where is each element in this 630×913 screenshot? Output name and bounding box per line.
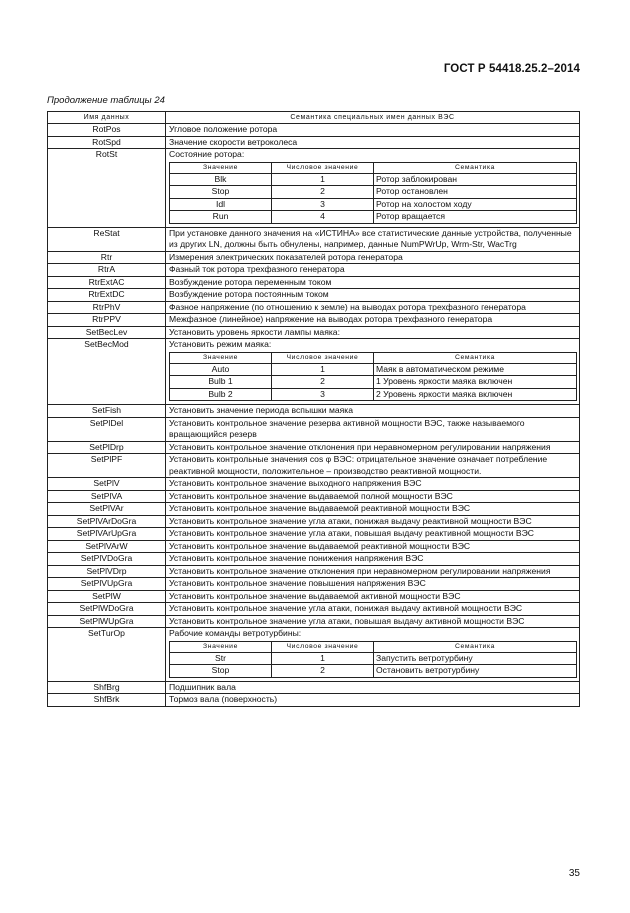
- data-name-cell: RotSpd: [48, 136, 166, 149]
- table-row: [48, 149, 580, 228]
- semantics-text: Состояние ротора:: [169, 149, 245, 159]
- subtable-numeric: 1: [272, 652, 374, 665]
- table-row: [48, 603, 580, 616]
- data-name-cell: SetPlVA: [48, 490, 166, 503]
- data-name-cell: RotSt: [48, 149, 166, 228]
- subtable-header-row: [170, 162, 577, 173]
- table-row: [48, 289, 580, 302]
- subtable-value: Stop: [170, 186, 272, 199]
- table-row: [48, 553, 580, 566]
- semantics-cell: Измерения электрических показателей ротора генератора: [166, 251, 580, 264]
- semantics-cell: Установить контрольное значение выдаваемой реактивной мощности ВЭС: [166, 540, 580, 553]
- subtable-numeric: 2: [272, 376, 374, 389]
- subtable-row: [170, 198, 577, 211]
- table-row: [48, 314, 580, 327]
- data-name-cell: SetBecLev: [48, 326, 166, 339]
- semantics-cell: Значение скорости ветроколеса: [166, 136, 580, 149]
- subtable-semantics: Ротор вращается: [374, 211, 577, 224]
- subtable-numeric: 2: [272, 186, 374, 199]
- semantics-cell: Установить контрольное значение резерва активной мощности ВЭС, также называемого вращающийся резерв: [166, 417, 580, 441]
- table-row: [48, 227, 580, 251]
- data-name-cell: SetPlVDoGra: [48, 553, 166, 566]
- table-row: [48, 528, 580, 541]
- subtable-semantics: 2 Уровень яркости маяка включен: [374, 388, 577, 401]
- subtable-header-semantics: Семантика: [374, 162, 577, 173]
- subtable-row: [170, 665, 577, 678]
- data-name-cell: ShfBrk: [48, 694, 166, 707]
- table-row: [48, 681, 580, 694]
- semantics-cell: Установить значение периода вспышки маяка: [166, 405, 580, 418]
- table-row: [48, 326, 580, 339]
- semantics-cell: Установить контрольное значение отклонения при неравномерном регулировании напряжения: [166, 441, 580, 454]
- subtable-value: Run: [170, 211, 272, 224]
- semantics-cell: Возбуждение ротора переменным током: [166, 276, 580, 289]
- semantics-cell: Межфазное (линейное) напряжение на выводах ротора трехфазного генератора: [166, 314, 580, 327]
- semantics-cell: Фазный ток ротора трехфазного генератора: [166, 264, 580, 277]
- data-name-cell: SetFish: [48, 405, 166, 418]
- data-names-table: [47, 111, 580, 707]
- semantics-cell: Угловое положение ротора: [166, 124, 580, 137]
- semantics-cell: Фазное напряжение (по отношению к земле) на выводах ротора трехфазного генератора: [166, 301, 580, 314]
- subtable-header-value: Значение: [170, 641, 272, 652]
- subtable-header-numeric: Числовое значение: [272, 352, 374, 363]
- subtable-semantics: Ротор остановлен: [374, 186, 577, 199]
- semantics-cell: Тормоз вала (поверхность): [166, 694, 580, 707]
- subtable-row: [170, 388, 577, 401]
- semantics-cell: Установить контрольное значение выдаваемой реактивной мощности ВЭС: [166, 503, 580, 516]
- semantics-cell: [166, 628, 580, 682]
- subtable-header-semantics: Семантика: [374, 641, 577, 652]
- table-row: [48, 615, 580, 628]
- semantics-cell: Установить контрольное значение отклонения при неравномерном регулировании напряжения: [166, 565, 580, 578]
- table-row: [48, 454, 580, 478]
- table-row: [48, 301, 580, 314]
- subtable-row: [170, 376, 577, 389]
- subtable-semantics: Запустить ветротурбину: [374, 652, 577, 665]
- semantics-cell: Установить контрольное значение выдаваемой полной мощности ВЭС: [166, 490, 580, 503]
- subtable-header-value: Значение: [170, 162, 272, 173]
- subtable-numeric: 2: [272, 665, 374, 678]
- table-row: [48, 441, 580, 454]
- semantics-cell: Подшипник вала: [166, 681, 580, 694]
- subtable-semantics: Остановить ветротурбину: [374, 665, 577, 678]
- table-row: [48, 578, 580, 591]
- table-row: [48, 694, 580, 707]
- data-name-cell: SetPlVDrp: [48, 565, 166, 578]
- subtable-row: [170, 652, 577, 665]
- data-name-cell: SetPlVAr: [48, 503, 166, 516]
- subtable-numeric: 3: [272, 388, 374, 401]
- subtable-row: [170, 363, 577, 376]
- data-name-cell: SetPlPF: [48, 454, 166, 478]
- turbine-operation-subtable: [169, 641, 577, 678]
- data-name-cell: RtrPhV: [48, 301, 166, 314]
- data-name-cell: RtrPPV: [48, 314, 166, 327]
- semantics-cell: Установить контрольное значение выходного напряжения ВЭС: [166, 478, 580, 491]
- table-row: [48, 628, 580, 682]
- data-name-cell: SetPlV: [48, 478, 166, 491]
- semantics-cell: Установить контрольное значение угла атаки, понижая выдачу активной мощности ВЭС: [166, 603, 580, 616]
- subtable-value: Stop: [170, 665, 272, 678]
- rotor-state-subtable: [169, 162, 577, 224]
- semantics-cell: При установке данного значения на «ИСТИНА» все статистические данные устройства, полученные из других LN, должны быть обнулены, например, данные NumPWrUp, Wrm-Str, WacTrg: [166, 227, 580, 251]
- semantics-text: Рабочие команды ветротурбины:: [169, 628, 302, 638]
- subtable-numeric: 4: [272, 211, 374, 224]
- standard-title: ГОСТ Р 54418.25.2–2014: [443, 63, 580, 75]
- subtable-header-row: [170, 641, 577, 652]
- table-row: [48, 590, 580, 603]
- data-name-cell: RtrA: [48, 264, 166, 277]
- semantics-text: Установить режим маяка:: [169, 339, 272, 349]
- table-row: [48, 515, 580, 528]
- subtable-value: Blk: [170, 173, 272, 186]
- table-row: [48, 417, 580, 441]
- beacon-mode-subtable: [169, 352, 577, 402]
- semantics-cell: Установить контрольные значения cos φ ВЭС: отрицательное значение означает потребление реактивной мощности, положительное – производство реактивной мощности.: [166, 454, 580, 478]
- data-name-cell: SetPlDrp: [48, 441, 166, 454]
- table-row: [48, 124, 580, 137]
- subtable-semantics: Маяк в автоматическом режиме: [374, 363, 577, 376]
- subtable-row: [170, 173, 577, 186]
- subtable-header-numeric: Числовое значение: [272, 162, 374, 173]
- semantics-cell: Установить контрольное значение понижения напряжения ВЭС: [166, 553, 580, 566]
- semantics-cell: Установить контрольное значение угла атаки, повышая выдачу активной мощности ВЭС: [166, 615, 580, 628]
- semantics-cell: Установить уровень яркости лампы маяка:: [166, 326, 580, 339]
- subtable-value: Auto: [170, 363, 272, 376]
- table-row: [48, 540, 580, 553]
- subtable-semantics: 1 Уровень яркости маяка включен: [374, 376, 577, 389]
- subtable-header-value: Значение: [170, 352, 272, 363]
- table-row: [48, 405, 580, 418]
- table-continuation-caption: Продолжение таблицы 24: [47, 95, 165, 106]
- subtable-value: Idl: [170, 198, 272, 211]
- semantics-cell: [166, 149, 580, 228]
- data-name-cell: SetPlW: [48, 590, 166, 603]
- column-header-semantics: Семантика специальных имен данных ВЭС: [166, 112, 580, 124]
- data-name-cell: SetPlDel: [48, 417, 166, 441]
- semantics-cell: Установить контрольное значение угла атаки, повышая выдачу реактивной мощности ВЭС: [166, 528, 580, 541]
- table-row: [48, 490, 580, 503]
- data-name-cell: SetPlVUpGra: [48, 578, 166, 591]
- table-row: [48, 136, 580, 149]
- table-header-row: [48, 112, 580, 124]
- data-name-cell: SetPlWDoGra: [48, 603, 166, 616]
- subtable-semantics: Ротор на холостом ходу: [374, 198, 577, 211]
- data-name-cell: ReStat: [48, 227, 166, 251]
- table-row: [48, 276, 580, 289]
- data-name-cell: RtrExtDC: [48, 289, 166, 302]
- table-row: [48, 503, 580, 516]
- subtable-header-row: [170, 352, 577, 363]
- page-number: 35: [568, 868, 580, 879]
- table-row: [48, 264, 580, 277]
- table-row: [48, 339, 580, 405]
- table-row: [48, 478, 580, 491]
- data-name-cell: SetPlVArUpGra: [48, 528, 166, 541]
- subtable-numeric: 1: [272, 173, 374, 186]
- data-name-cell: SetPlVArW: [48, 540, 166, 553]
- data-name-cell: ShfBrg: [48, 681, 166, 694]
- data-name-cell: RtrExtAC: [48, 276, 166, 289]
- data-name-cell: SetPlWUpGra: [48, 615, 166, 628]
- semantics-cell: Возбуждение ротора постоянным током: [166, 289, 580, 302]
- data-name-cell: RotPos: [48, 124, 166, 137]
- table-row: [48, 565, 580, 578]
- data-name-cell: Rtr: [48, 251, 166, 264]
- subtable-value: Str: [170, 652, 272, 665]
- data-name-cell: SetTurOp: [48, 628, 166, 682]
- subtable-numeric: 3: [272, 198, 374, 211]
- table-row: [48, 251, 580, 264]
- semantics-cell: Установить контрольное значение повышения напряжения ВЭС: [166, 578, 580, 591]
- data-name-cell: SetBecMod: [48, 339, 166, 405]
- column-header-name: Имя данных: [48, 112, 166, 124]
- subtable-row: [170, 211, 577, 224]
- subtable-header-semantics: Семантика: [374, 352, 577, 363]
- semantics-cell: [166, 339, 580, 405]
- subtable-header-numeric: Числовое значение: [272, 641, 374, 652]
- subtable-value: Bulb 1: [170, 376, 272, 389]
- semantics-cell: Установить контрольное значение выдаваемой активной мощности ВЭС: [166, 590, 580, 603]
- subtable-value: Bulb 2: [170, 388, 272, 401]
- data-name-cell: SetPlVArDoGra: [48, 515, 166, 528]
- subtable-row: [170, 186, 577, 199]
- semantics-cell: Установить контрольное значение угла атаки, понижая выдачу реактивной мощности ВЭС: [166, 515, 580, 528]
- subtable-semantics: Ротор заблокирован: [374, 173, 577, 186]
- subtable-numeric: 1: [272, 363, 374, 376]
